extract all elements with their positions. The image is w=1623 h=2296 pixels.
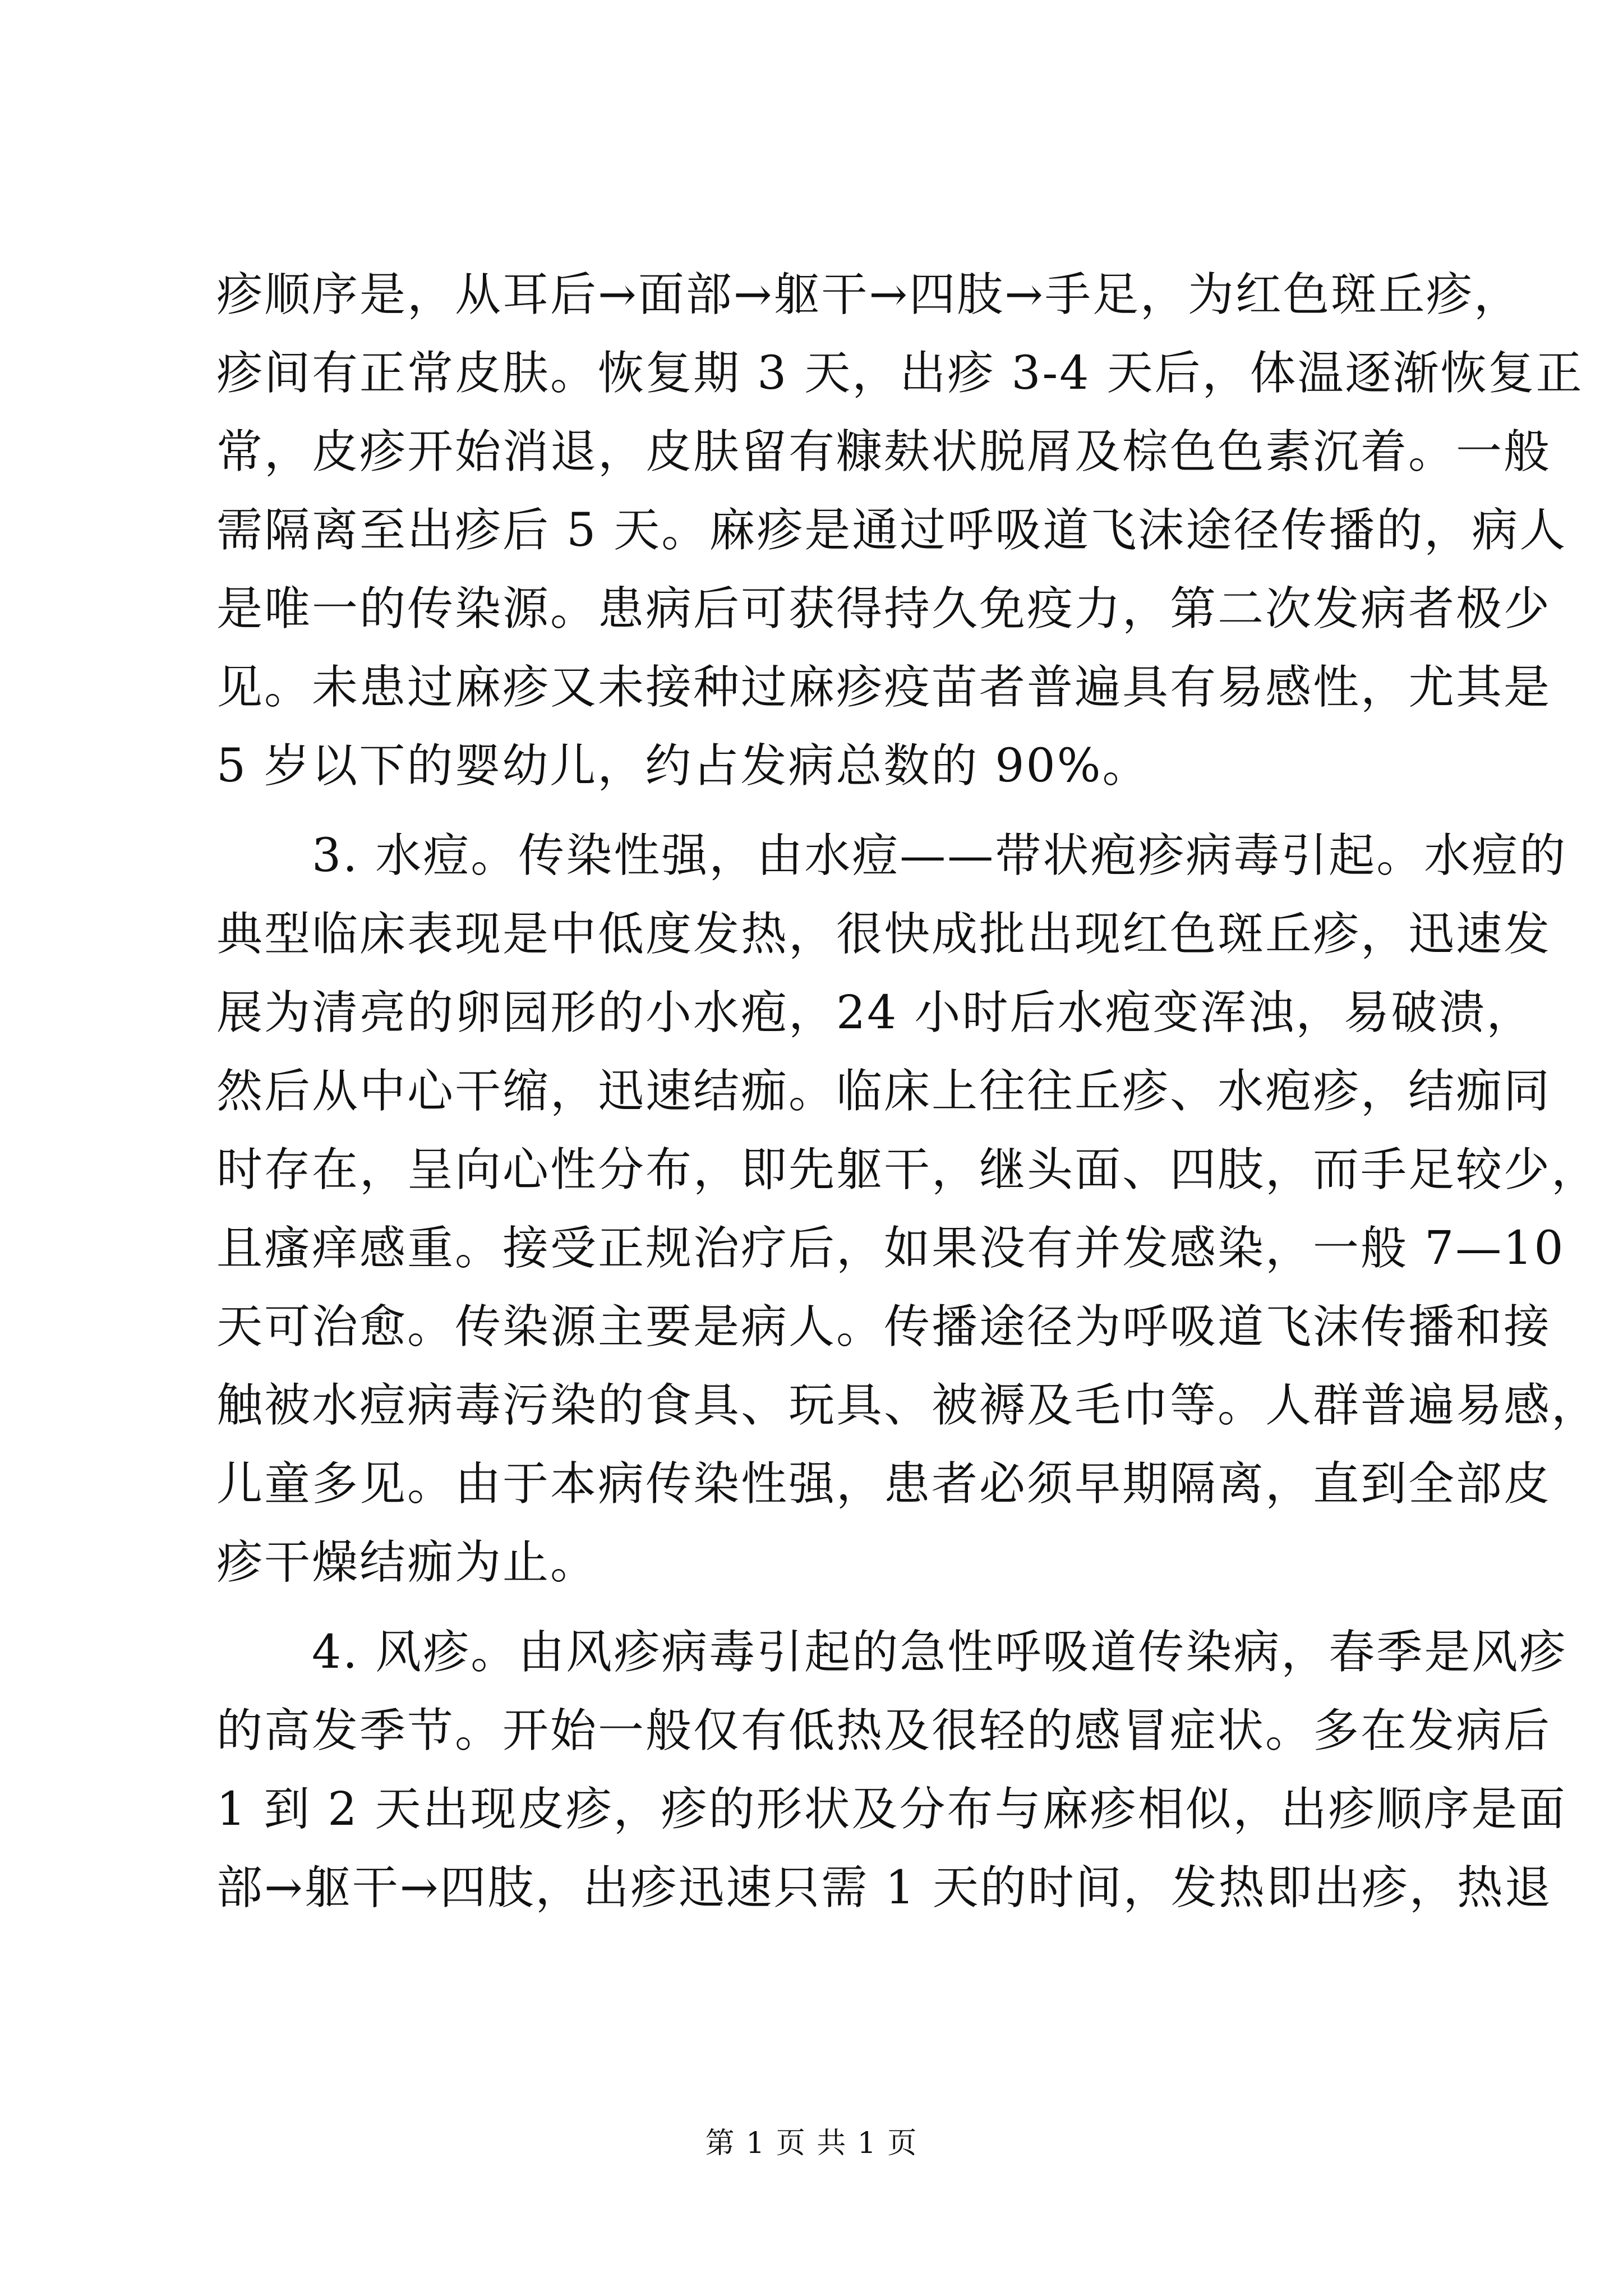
text-line: 部→躯干→四肢，出疹迅速只需 1 天的时间，发热即出疹，热退 <box>216 1861 1552 1915</box>
text-line: 的高发季节。开始一般仅有低热及很轻的感冒症状。多在发病后 <box>216 1704 1552 1757</box>
text-line: 1 到 2 天出现皮疹，疹的形状及分布与麻疹相似，出疹顺序是面 <box>216 1783 1567 1836</box>
text-line: 见。未患过麻疹又未接种过麻疹疫苗者普遍具有易感性，尤其是 <box>216 661 1552 714</box>
text-line: 3. 水痘。传染性强，由水痘——带状疱疹病毒引起。水痘的 <box>312 829 1567 882</box>
text-line: 疹顺序是，从耳后→面部→躯干→四肢→手足，为红色斑丘疹， <box>216 268 1521 321</box>
text-line: 典型临床表现是中低度发热，很快成批出现红色斑丘疹，迅速发 <box>216 908 1552 961</box>
text-line: 常，皮疹开始消退，皮肤留有糠麸状脱屑及棕色色素沉着。一般 <box>216 425 1552 478</box>
text-line: 时存在，呈向心性分布，即先躯干，继头面、四肢，而手足较少， <box>216 1143 1599 1197</box>
text-line: 5 岁以下的婴幼儿，约占发病总数的 90%。 <box>216 739 1150 793</box>
text-line: 儿童多见。由于本病传染性强，患者必须早期隔离，直到全部皮 <box>216 1457 1552 1511</box>
text-line: 且瘙痒感重。接受正规治疗后，如果没有并发感染，一般 7—10 <box>216 1222 1565 1275</box>
paragraph-measles-continued <box>216 256 1584 806</box>
text-line: 是唯一的传染源。患病后可获得持久免疫力，第二次发病者极少 <box>216 582 1552 636</box>
paragraph-rubella <box>216 1613 1567 1927</box>
text-line: 4. 风疹。由风疹病毒引起的急性呼吸道传染病，春季是风疹 <box>312 1626 1567 1679</box>
text-line: 疹间有正常皮肤。恢复期 3 天，出疹 3-4 天后，体温逐渐恢复正 <box>216 347 1584 400</box>
paragraph-chickenpox <box>216 817 1599 1602</box>
text-line: 展为清亮的卵园形的小水疱，24 小时后水疱变浑浊，易破溃， <box>216 986 1534 1039</box>
text-line: 疹干燥结痂为止。 <box>216 1536 598 1589</box>
text-line: 然后从中心干缩，迅速结痂。临床上往往丘疹、水疱疹，结痂同 <box>216 1065 1552 1118</box>
text-line: 需隔离至出疹后 5 天。麻疹是通过呼吸道飞沫途径传播的，病人 <box>216 504 1567 557</box>
text-line: 触被水痘病毒污染的食具、玩具、被褥及毛巾等。人群普遍易感， <box>216 1379 1599 1432</box>
document-body <box>216 256 1599 1927</box>
page-footer: 第 1 页 共 1 页 <box>705 2127 918 2160</box>
text-line: 天可治愈。传染源主要是病人。传播途径为呼吸道飞沫传播和接 <box>216 1300 1552 1354</box>
